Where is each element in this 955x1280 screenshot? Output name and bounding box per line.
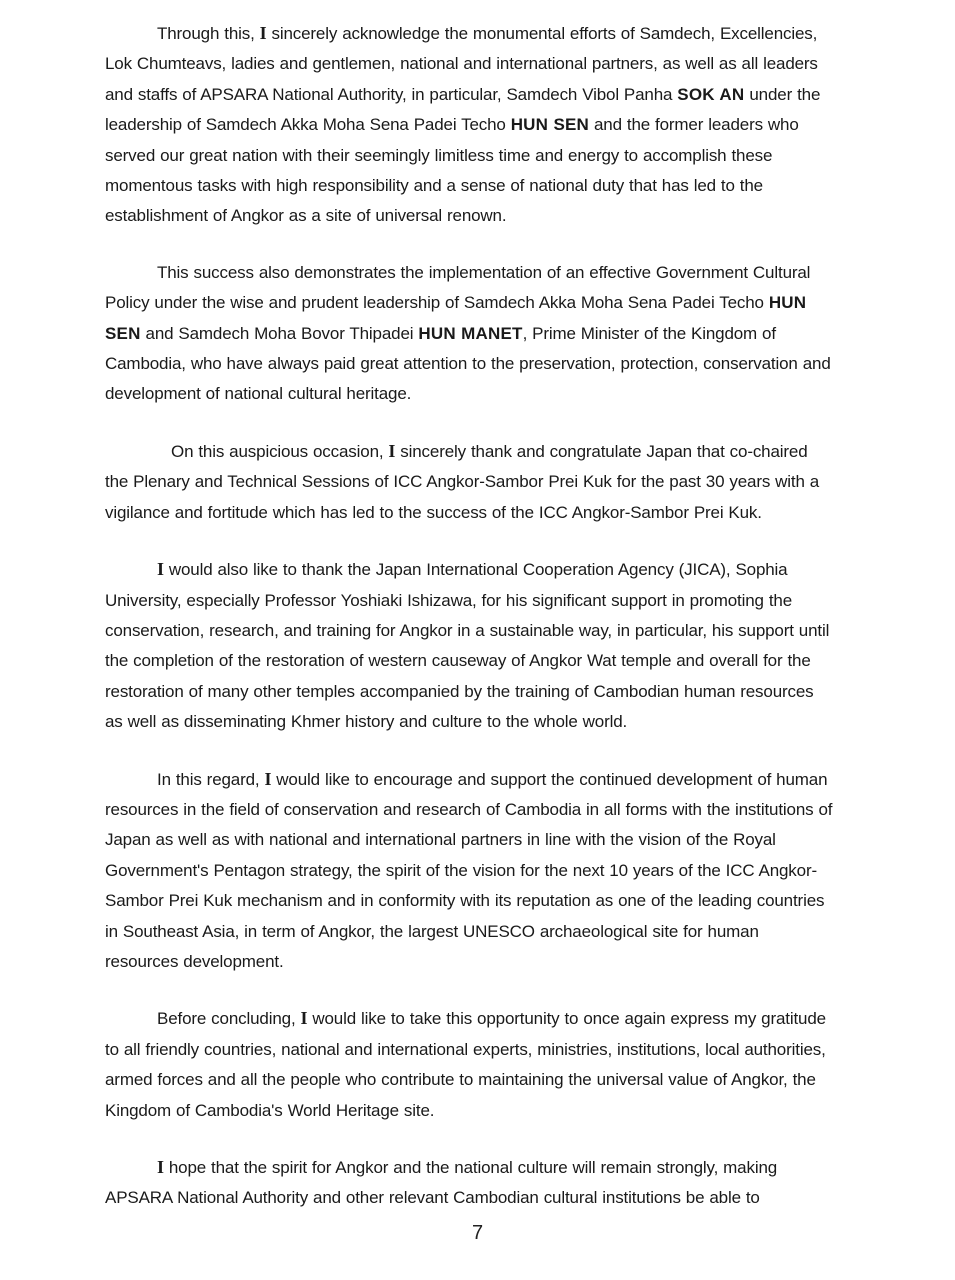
bold-pronoun: I <box>157 559 164 580</box>
paragraph-2 <box>105 258 835 410</box>
bold-pronoun: I <box>388 440 396 461</box>
paragraph-3 <box>105 436 835 528</box>
text-run: On this auspicious occasion, <box>171 441 389 461</box>
bold-pronoun: I <box>300 1008 308 1029</box>
text-run: sincerely thank and congratulate Japan that co-chaired the Plenary and Technical Sessions of ICC Angkor-Sambor Prei Kuk for the past 30 years with a vigilance and fortitude which has led to the success of the ICC Angkor-Sambor Prei Kuk. <box>105 441 820 522</box>
page-number: 7 <box>471 1222 484 1244</box>
text-run: and Samdech Moha Bovor Thipadei <box>140 323 419 343</box>
text-run: would also like to thank the Japan International Cooperation Agency (JICA), Sophia University, especially Professor Yoshiaki Ishizawa, for his significant support in promoting the conservation, research, and training for Angkor in a sustainable way, in particular, his support until the completion of the restoration of western causeway of Angkor Wat temple and overall for the restoration of many other temples accompanied by the training of Cambodian human resources as well as disseminating Khmer history and culture to the whole world. <box>105 560 830 732</box>
bold-name: HUN SEN <box>105 293 807 343</box>
bold-pronoun: I <box>259 23 267 43</box>
paragraph-1 <box>105 18 835 232</box>
bold-name: SOK AN <box>677 84 745 104</box>
text-run: under the leadership of Samdech Akka Moha Sena Padei Techo <box>105 84 821 135</box>
paragraph-7 <box>105 1152 835 1214</box>
text-run: would like to encourage and support the continued development of human resources in the field of conservation and research of Cambodia in all forms with the institutions of Japan as well as with national and international partners in line with the vision of the Royal Government's Pentagon strategy, the spirit of the vision for the next 10 years of the ICC Angkor-Sambor Prei Kuk mechanism and in conformity with its reputation as one of the leading countries in Southeast Asia, in term of Angkor, the largest UNESCO archaeological site for human resources development. <box>105 769 833 971</box>
text-run: Before concluding, <box>157 1009 301 1029</box>
text-run: hope that the spirit for Angkor and the national culture will remain strongly, making APSARA National Authority and other relevant Cambodian cultural institutions be able to <box>105 1158 778 1208</box>
bold-pronoun: I <box>157 1157 164 1177</box>
text-run: sincerely acknowledge the monumental efforts of Samdech, Excellencies, Lok Chumteavs, ladies and gentlemen, national and international partners, as well as all leaders and staffs of APSARA National Authority, in particular, Samdech Vibol Panha <box>105 24 818 104</box>
text-run: , Prime Minister of the Kingdom of Cambodia, who have always paid great attention to the preservation, protection, conservation and development of national cultural heritage. <box>105 323 831 404</box>
paragraph-6 <box>105 1003 835 1126</box>
text-run: would like to take this opportunity to once again express my gratitude to all friendly countries, national and international experts, ministries, institutions, local authorities, armed forces and all the people who contribute to maintaining the universal value of Angkor, the Kingdom of Cambodia's World Heritage site. <box>105 1009 826 1120</box>
text-run: In this regard, <box>157 769 265 789</box>
document-body <box>105 18 835 1214</box>
bold-name: HUN SEN <box>510 115 590 135</box>
paragraph-5 <box>105 764 835 978</box>
bold-pronoun: I <box>264 768 272 789</box>
paragraph-4 <box>105 554 835 737</box>
text-run: Through this, <box>157 24 260 43</box>
text-run: This success also demonstrates the implementation of an effective Government Cultural Policy under the wise and prudent leadership of Samdech Akka Moha Sena Padei Techo <box>105 262 811 313</box>
bold-name: HUN MANET <box>418 323 523 343</box>
text-run: and the former leaders who served our great nation with their seemingly limitless time and energy to accomplish these momentous tasks with high responsibility and a sense of national duty that has led to the establishment of Angkor as a site of universal renown. <box>105 115 799 226</box>
